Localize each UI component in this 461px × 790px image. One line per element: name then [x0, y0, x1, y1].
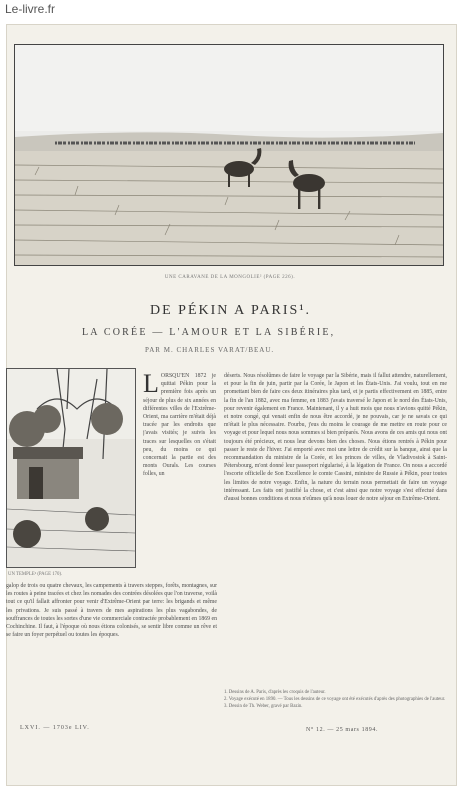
footnote-1: 1. Dessins de A. Paris, d'après les croquis de l'auteur.	[224, 690, 326, 695]
footnotes	[224, 689, 447, 710]
drop-cap: L	[143, 372, 159, 398]
caravan-engraving-art	[15, 45, 443, 265]
caravan-engraving	[14, 44, 444, 266]
temple-caption: UN TEMPLE³ (PAGE 170).	[8, 572, 63, 577]
column-left-lower: galop de trois ou quatre chevaux, les campements à travers steppes, forêts, montagnes, sur les routes à peine tracées et chez les nomades des contrées désolées que l'on traverse, voilà tout ce qu'il fallait affronter pour venir d'Extrême-Orient par terre: les brigands et même les privations. Je suis passé à travers de mes aspirations les plus vagabondes, de souffrances de toutes les sortes d'une vie commerciale contractée probablement en 1869 en Cochinchine. Il faut, à l'époque où nous étions colonisés, se sentir libre comme un rêve et se faire un foyer perpétuel ou toutes les époques.	[6, 583, 217, 639]
footer-issue-date: N° 12. — 25 mars 1894.	[306, 727, 379, 733]
footer-volume: LXVI. — 1703e LIV.	[20, 725, 90, 731]
article-title: DE PÉKIN A PARIS¹.	[150, 303, 312, 318]
footnote-3: 3. Dessin de Th. Weber, gravé par Bazin.	[224, 704, 303, 709]
column-right: déserts. Nous résolûmes de faire le voyage par la Sibérie, mais il fallut attendre, naturellement, et pour la fin de juin, partir par la Corée, le Japon et les États-Unis. J'ai voulu, tout en me promettant bien de faire ces deux itinéraires plus tard, et je partis effectivement en 1885, entre la fin de l'an 1882, avec ma femme, en 1883 j'avais traversé le Japon et le nord des États-Unis, pour revenir également en France. Maintenant, il y a huit mois que nous n'avions quitté Pékin, et notre congé, qui venait enfin de nous être accordé, je ne pouvais, car je ne savais ce qui m'était le plus nécessaire. Fourbu, j'eus du moins le courage de me mettre en route pour ce voyage et pour lequel nous nous sommes si bien préparés. Nous avons de ces amis qui nous ont toujours été précieux, et nous leur devons bien des choses. Nous étions rentrés à Pékin pour passer le reste de l'hiver. J'ai emporté avec moi une lettre de crédit sur la banque, ainsi que la recommandation du ministre de la Corée, et les princes de villes, de Vladivostok à Saint-Pétersbourg, m'ont donné leur passeport régularisé, à la légation de France. On nous a accordé l'escorte officielle de Son Excellence le comte Cassini, ministre de Russie à Pékin, pour toutes les limites de notre voyage. Enfin, la nature du terrain nous permettait de faire un voyage intéressant. Les faits ont justifié la chose, et c'est ainsi que notre voyage s'est effectué dans d'aussi bonnes conditions et nous n'eûmes qu'à nous louer de notre séjour en Extrême-Orient.	[224, 373, 447, 503]
column-left-upper	[143, 372, 216, 578]
column-left-upper-text: ORSQU'EN 1872 je quittai Pékin pour la première fois après un séjour de plus de six années en différentes villes de l'Extrême-Orient, ma carrière m'était déjà tracée par les endroits que j'avais visités; je suivis les traces sur lesquelles on s'était peu, du moins ce qui concernait la partie est des monts Ourals. Les courses folles, un	[143, 373, 216, 478]
caravan-caption: UNE CARAVANE DE LA MONGOLIE² (PAGE 226).	[164, 275, 296, 280]
temple-engraving-art	[7, 369, 135, 567]
article-subtitle: LA CORÉE — L'AMOUR ET LA SIBÉRIE,	[82, 327, 336, 338]
article-byline: PAR M. CHARLES VARAT/BEAU.	[145, 346, 275, 354]
temple-engraving	[6, 368, 136, 568]
watermark: Le-livre.fr	[2, 2, 58, 16]
footnote-2: 2. Voyage exécuté en 1890. — Tous les dessins de ce voyage ont été exécutés d'après des photographies de l'auteur.	[224, 697, 446, 702]
